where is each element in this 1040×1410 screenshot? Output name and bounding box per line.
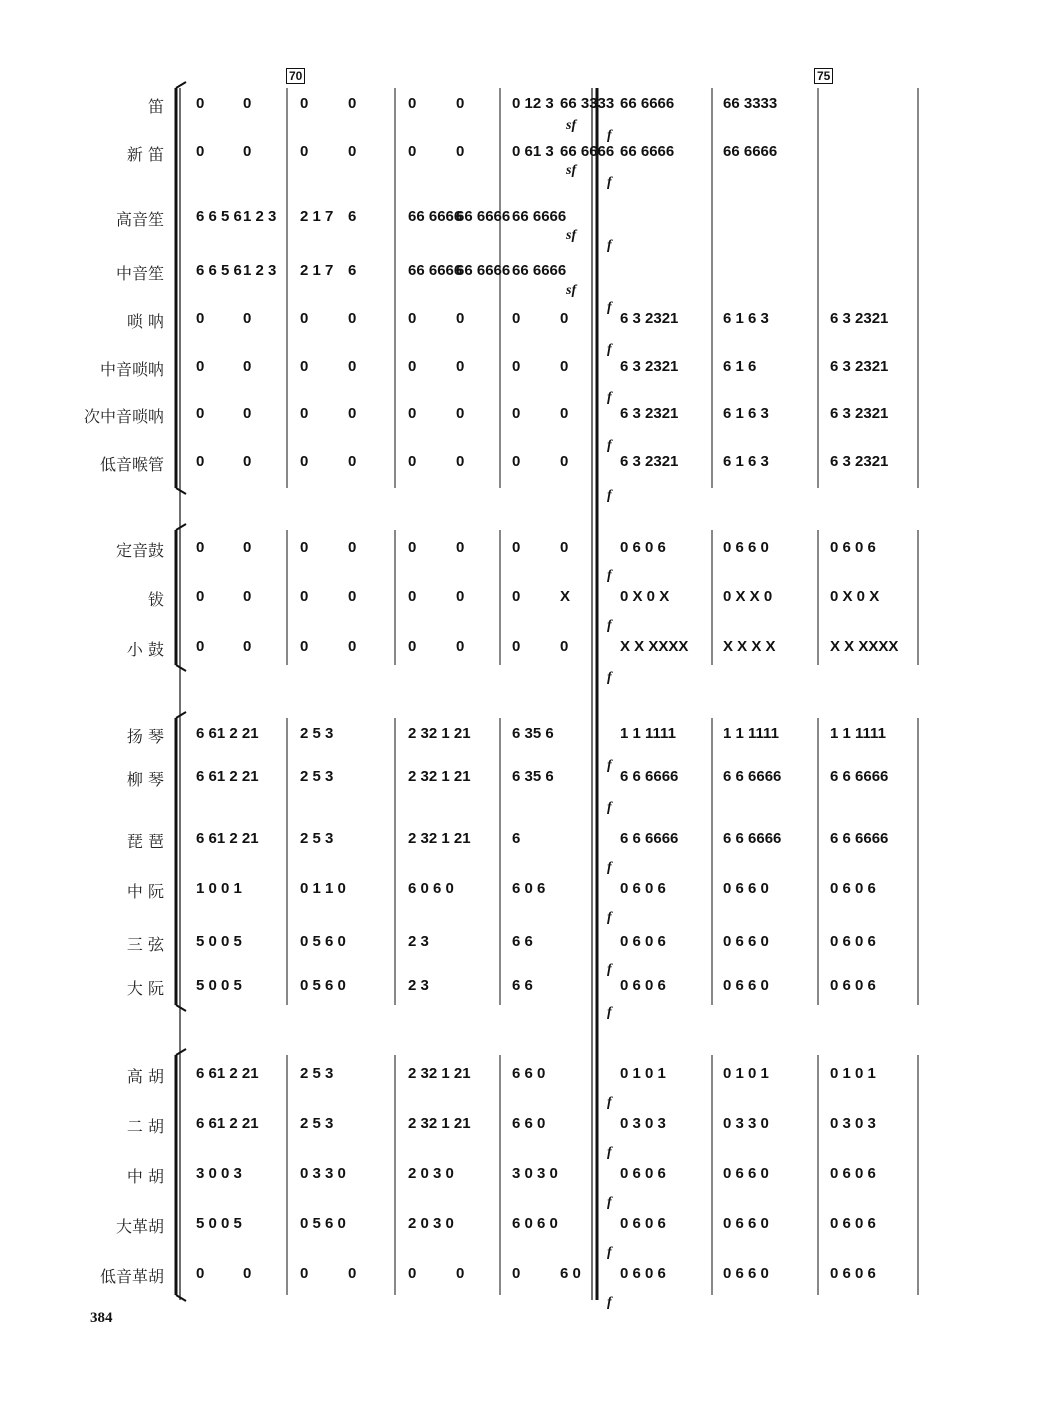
note-cell: 0 [348,405,357,422]
note-cell: 0 [560,539,569,556]
instrument-label: 中音笙 [115,264,164,283]
note-cell: 6 1 6 3 [723,310,769,327]
dynamic-forte: f [607,618,612,633]
note-cell: 0 1 0 1 [620,1065,666,1082]
dynamic-forte: f [607,800,612,815]
note-cell: 6 3 2321 [620,405,679,422]
note-cell: 0 [300,453,309,470]
note-cell: 0 [456,95,465,112]
note-cell: 1 2 3 [243,262,277,279]
dynamic-forte: f [607,1005,612,1020]
note-cell: 0 [348,143,357,160]
note-cell: 2 32 1 21 [408,830,471,847]
note-cell: 6 6 5 6 [196,262,242,279]
note-cell: 0 6 6 0 [723,1265,769,1282]
instrument-label: 高音笙 [115,210,164,229]
note-cell: 0 [196,358,205,375]
dynamic-forte: f [607,238,612,253]
instrument-label: 琵 琶 [126,832,164,851]
note-cell: 5 0 0 5 [196,977,242,994]
group-bracket [176,712,186,718]
instrument-label: 扬 琴 [126,727,164,746]
note-cell: 0 [196,310,205,327]
note-cell: 0 [348,95,357,112]
group-bracket [176,488,186,494]
note-cell: 5 0 0 5 [196,933,242,950]
note-cell: 1 1 1111 [723,725,779,742]
note-cell: 0 6 6 0 [723,539,769,556]
note-cell: 0 [512,638,521,655]
note-cell: 0 [243,638,252,655]
note-cell: 0 [196,1265,205,1282]
measure-number-70: 70 [286,68,305,84]
note-cell: 2 3 [408,933,429,950]
note-cell: 0 [560,405,569,422]
note-cell: 0 [456,539,465,556]
note-cell: 0 5 6 0 [300,933,346,950]
note-cell: 0 [196,143,205,160]
group-bracket [176,82,186,88]
instrument-label: 唢 呐 [126,312,164,331]
note-cell: 0 [196,539,205,556]
instrument-label: 高 胡 [126,1067,164,1086]
note-cell: 1 2 3 [243,208,277,225]
note-cell: 2 32 1 21 [408,768,471,785]
note-cell: 0 [243,143,252,160]
note-cell: 6 6 5 6 [196,208,242,225]
note-cell: 2 5 3 [300,1115,334,1132]
group-bracket [176,665,186,671]
dynamic-forte: f [607,758,612,773]
note-cell: 0 [512,358,521,375]
note-cell: 0 12 3 [512,95,554,112]
note-cell: 0 [300,638,309,655]
note-cell: 3 0 3 0 [512,1165,558,1182]
note-cell: 6 3 2321 [620,453,679,470]
note-cell: 1 0 0 1 [196,880,242,897]
note-cell: 0 [348,588,357,605]
note-cell: 0 [408,1265,417,1282]
note-cell: 0 [348,638,357,655]
note-cell: 66 3333 [560,95,615,112]
note-cell: 6 [348,262,357,279]
dynamic-sforzando: sf [566,283,577,298]
note-cell: 2 3 [408,977,429,994]
note-cell: 0 [196,588,205,605]
note-cell: 0 5 6 0 [300,1215,346,1232]
note-cell: 0 [196,95,205,112]
note-cell: 0 [300,95,309,112]
note-cell: 0 [300,405,309,422]
note-cell: 0 [456,1265,465,1282]
note-cell: 0 3 3 0 [723,1115,769,1132]
note-cell: 0 6 0 6 [620,933,666,950]
note-cell: 0 [408,143,417,160]
note-cell: 2 0 3 0 [408,1215,454,1232]
dynamic-sforzando: sf [566,163,577,178]
note-cell: 6 6 6666 [830,768,889,785]
note-cell: 6 1 6 3 [723,405,769,422]
note-cell: 66 6666 [620,143,675,160]
note-cell: 0 6 0 6 [620,1215,666,1232]
note-cell: 6 3 2321 [830,310,889,327]
note-cell: 6 6 6666 [723,768,782,785]
note-cell: 6 3 2321 [620,358,679,375]
instrument-label: 柳 琴 [126,770,164,789]
note-cell: 0 X 0 X [830,588,880,605]
note-cell: 0 3 0 3 [830,1115,876,1132]
note-cell: 0 [348,1265,357,1282]
note-cell: X X X X [723,638,776,655]
note-cell: 0 [243,358,252,375]
dynamic-forte: f [607,910,612,925]
note-cell: 6 61 2 21 [196,725,259,742]
note-cell: 6 61 2 21 [196,1115,259,1132]
note-cell: 2 1 7 [300,262,334,279]
dynamic-forte: f [607,342,612,357]
note-cell: 0 [456,310,465,327]
note-cell: 0 [300,143,309,160]
instrument-label: 新 笛 [126,145,164,164]
note-cell: 6 6 0 [512,1115,546,1132]
note-cell: 2 1 7 [300,208,334,225]
note-cell: 6 3 2321 [830,453,889,470]
dynamic-forte: f [607,1095,612,1110]
note-cell: 0 [300,1265,309,1282]
measure-number-75: 75 [814,68,833,84]
note-cell: 0 [408,539,417,556]
note-cell: 6 35 6 [512,768,554,785]
note-cell: 0 6 0 6 [830,977,876,994]
instrument-label: 次中音唢呐 [83,407,164,426]
note-cell: 0 6 0 6 [830,880,876,897]
note-cell: 2 32 1 21 [408,1065,471,1082]
instrument-label: 二 胡 [126,1117,164,1136]
instrument-label: 笛 [147,97,164,116]
note-cell: 0 [243,453,252,470]
note-cell: 0 [243,588,252,605]
note-cell: 0 [408,310,417,327]
note-cell: 66 6666 [723,143,778,160]
note-cell: 0 [408,405,417,422]
dynamic-sforzando: sf [566,228,577,243]
note-cell: 6 61 2 21 [196,768,259,785]
note-cell: 0 [243,95,252,112]
note-cell: 0 [512,310,521,327]
note-cell: 0 [512,405,521,422]
note-cell: 0 [196,405,205,422]
note-cell: 6 6 6666 [620,768,679,785]
dynamic-sforzando: sf [566,118,577,133]
note-cell: 6 3 2321 [620,310,679,327]
note-cell: 0 6 6 0 [723,977,769,994]
note-cell: 6 0 [560,1265,581,1282]
instrument-label: 中 阮 [126,882,164,901]
note-cell: 0 1 0 1 [830,1065,876,1082]
dynamic-forte: f [607,1195,612,1210]
note-cell: 2 5 3 [300,725,334,742]
page-number: 384 [90,1310,113,1326]
instrument-label: 低音革胡 [99,1267,164,1286]
note-cell: 0 [512,1265,521,1282]
note-cell: 0 6 0 6 [830,933,876,950]
note-cell: 2 0 3 0 [408,1165,454,1182]
note-cell: 66 6666 [456,262,511,279]
note-cell: 0 5 6 0 [300,977,346,994]
note-cell: 0 6 0 6 [620,539,666,556]
note-cell: 0 [300,588,309,605]
note-cell: 6 0 6 0 [512,1215,558,1232]
note-cell: 0 [300,358,309,375]
note-cell: 0 [408,588,417,605]
note-cell: 0 [456,358,465,375]
dynamic-forte: f [607,1245,612,1260]
note-cell: 1 1 1111 [830,725,886,742]
note-cell: 0 [560,638,569,655]
note-cell: 0 [196,638,205,655]
note-cell: 66 6666 [560,143,615,160]
note-cell: 0 [348,539,357,556]
note-cell: 0 3 3 0 [300,1165,346,1182]
note-cell: 6 6 [512,933,533,950]
note-cell: 66 6666 [456,208,511,225]
note-cell: 0 6 0 6 [620,977,666,994]
dynamic-forte: f [607,300,612,315]
instrument-label: 低音喉管 [99,455,164,474]
note-cell: 2 5 3 [300,830,334,847]
note-cell: 2 32 1 21 [408,1115,471,1132]
note-cell: 6 6 0 [512,1065,546,1082]
note-cell: 66 6666 [512,208,567,225]
note-cell: 6 61 2 21 [196,830,259,847]
note-cell: X X XXXX [620,638,689,655]
group-bracket [176,1049,186,1055]
note-cell: 0 X X 0 [723,588,773,605]
note-cell: 0 [243,1265,252,1282]
group-bracket [176,1005,186,1011]
note-cell: 0 [560,453,569,470]
dynamic-forte: f [607,488,612,503]
note-cell: 0 1 0 1 [723,1065,769,1082]
note-cell: 6 6 6666 [620,830,679,847]
instrument-label: 三 弦 [126,935,164,954]
note-cell: 0 [456,588,465,605]
note-cell: 6 1 6 [723,358,757,375]
note-cell: 0 [512,588,521,605]
note-cell: 6 6 6666 [830,830,889,847]
note-cell: 0 6 6 0 [723,933,769,950]
note-cell: 0 [512,539,521,556]
dynamic-forte: f [607,390,612,405]
note-cell: 6 61 2 21 [196,1065,259,1082]
note-cell: 66 6666 [512,262,567,279]
note-cell: 5 0 0 5 [196,1215,242,1232]
instrument-label: 定音鼓 [115,541,164,560]
note-cell: 0 6 0 6 [620,880,666,897]
dynamic-forte: f [607,670,612,685]
note-cell: X X XXXX [830,638,899,655]
note-cell: 0 [456,405,465,422]
note-cell: 0 [300,539,309,556]
note-cell: 0 6 0 6 [620,1265,666,1282]
note-cell: 0 [560,358,569,375]
note-cell: 0 61 3 [512,143,554,160]
note-cell: 0 [408,358,417,375]
note-cell: 0 [348,453,357,470]
instrument-label: 钹 [147,590,164,609]
note-cell: 6 3 2321 [830,358,889,375]
note-cell: 0 [560,310,569,327]
note-cell: 0 6 0 6 [830,1265,876,1282]
note-cell: 6 6 [512,977,533,994]
instrument-label: 中 胡 [126,1167,164,1186]
note-cell: 0 6 0 6 [620,1165,666,1182]
dynamic-forte: f [607,568,612,583]
note-cell: 66 6666 [620,95,675,112]
note-cell: 66 6666 [408,262,463,279]
dynamic-forte: f [607,175,612,190]
note-cell: 0 6 6 0 [723,1165,769,1182]
note-cell: X [560,588,571,605]
note-cell: 6 1 6 3 [723,453,769,470]
note-cell: 0 1 1 0 [300,880,346,897]
dynamic-forte: f [607,1295,612,1310]
note-cell: 6 3 2321 [830,405,889,422]
note-cell: 6 [512,830,521,847]
note-cell: 0 [456,638,465,655]
note-cell: 0 X 0 X [620,588,670,605]
note-cell: 0 [512,453,521,470]
note-cell: 0 [348,358,357,375]
note-cell: 0 6 6 0 [723,880,769,897]
note-cell: 6 0 6 0 [408,880,454,897]
dynamic-forte: f [607,962,612,977]
note-cell: 0 [196,453,205,470]
note-cell: 66 3333 [723,95,778,112]
instrument-label: 大 阮 [126,979,164,998]
note-cell: 0 3 0 3 [620,1115,666,1132]
note-cell: 2 5 3 [300,1065,334,1082]
group-bracket [176,1295,186,1301]
note-cell: 0 [456,453,465,470]
note-cell: 0 [348,310,357,327]
instrument-label: 大革胡 [115,1217,164,1236]
note-cell: 0 6 0 6 [830,539,876,556]
note-cell: 0 6 0 6 [830,1165,876,1182]
note-cell: 6 35 6 [512,725,554,742]
note-cell: 0 [243,310,252,327]
note-cell: 0 [300,310,309,327]
note-cell: 0 6 6 0 [723,1215,769,1232]
dynamic-forte: f [607,128,612,143]
instrument-label: 中音唢呐 [99,360,164,379]
dynamic-forte: f [607,1145,612,1160]
note-cell: 0 [408,453,417,470]
note-cell: 6 6 6666 [723,830,782,847]
note-cell: 0 6 0 6 [830,1215,876,1232]
note-cell: 0 [243,405,252,422]
note-cell: 6 [348,208,357,225]
note-cell: 2 32 1 21 [408,725,471,742]
note-cell: 0 [456,143,465,160]
group-bracket [176,524,186,530]
note-cell: 1 1 1111 [620,725,676,742]
note-cell: 0 [243,539,252,556]
note-cell: 0 [408,638,417,655]
dynamic-forte: f [607,438,612,453]
note-cell: 2 5 3 [300,768,334,785]
note-cell: 3 0 0 3 [196,1165,242,1182]
note-cell: 0 [408,95,417,112]
note-cell: 6 0 6 [512,880,546,897]
note-cell: 66 6666 [408,208,463,225]
instrument-label: 小 鼓 [126,640,164,659]
dynamic-forte: f [607,860,612,875]
